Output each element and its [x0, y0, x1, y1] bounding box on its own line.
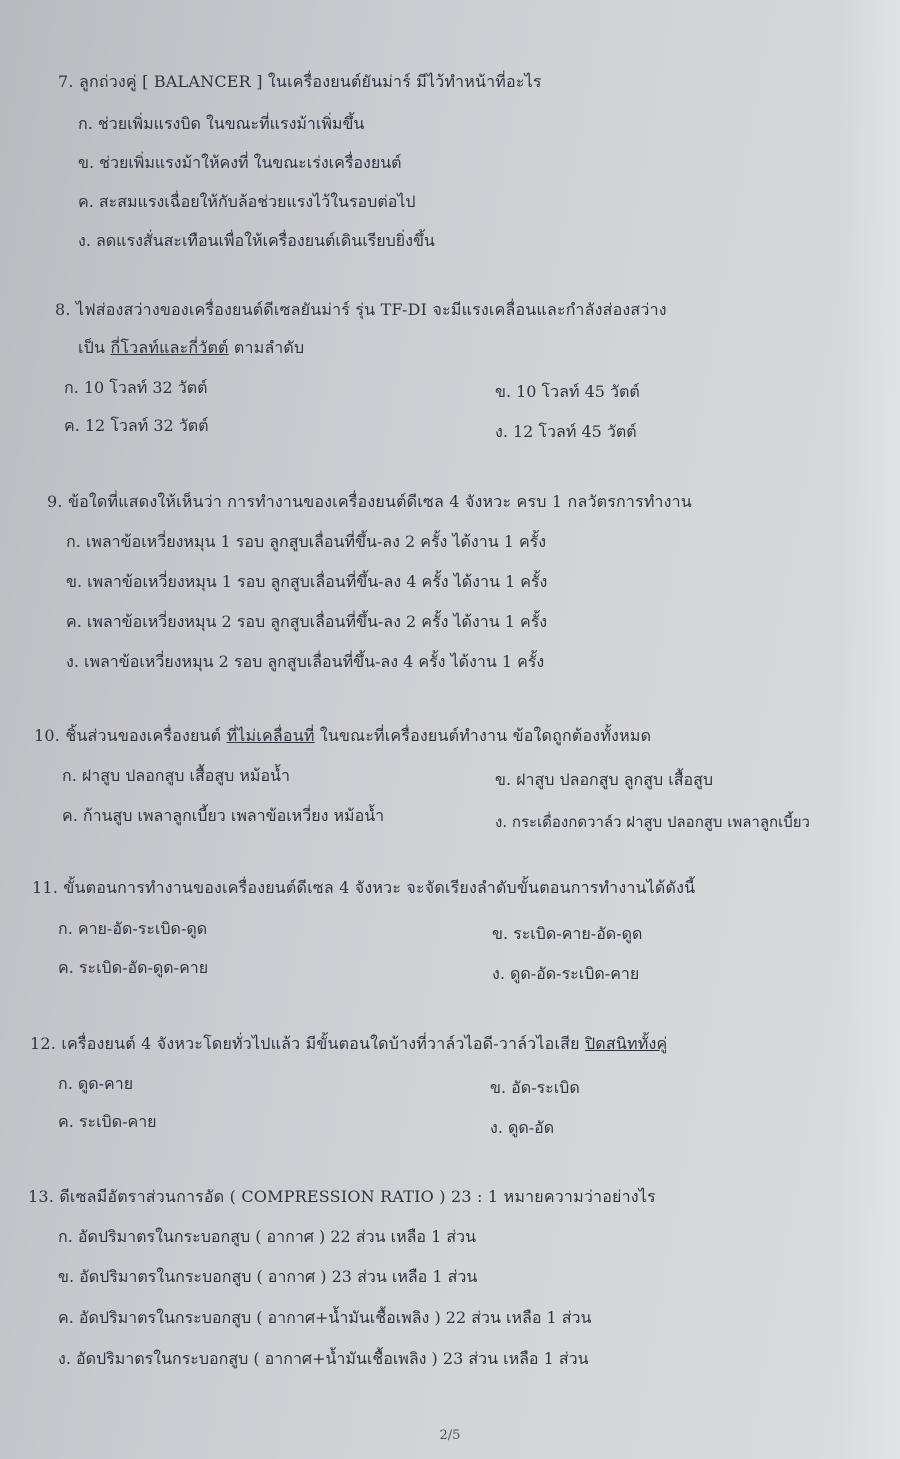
option-a: ก. ฝาสูบ ปลอกสูบ เสื้อสูบ หม้อน้ำ [62, 766, 290, 785]
page-edge-shadow [840, 0, 900, 1459]
option-a: ก. อัดปริมาตรในกระบอกสูบ ( อากาศ ) 22 ส่วน เหลือ 1 ส่วน [58, 1227, 477, 1246]
option-d: ง. เพลาข้อเหวี่ยงหมุน 2 รอบ ลูกสูบเลื่อนที่ขึ้น-ลง 4 ครั้ง ได้งาน 1 ครั้ง [66, 652, 545, 671]
question-stem: 8. ไฟส่องสว่างของเครื่องยนต์ดีเซลยันม่าร์ รุ่น TF-DI จะมีแรงเคลื่อนและกำลังส่องสว่าง [55, 300, 667, 319]
option-a: ก. ดูด-คาย [58, 1074, 134, 1093]
option-d: ง. ลดแรงสั่นสะเทือนเพื่อให้เครื่องยนต์เดินเรียบยิ่งขึ้น [78, 231, 435, 250]
question-stem [30, 1032, 667, 1057]
option-d: ง. กระเดื่องกดวาล์ว ฝาสูบ ปลอกสูบ เพลาลูกเบี้ยว [495, 813, 810, 831]
option-d: ง. 12 โวลท์ 45 วัตต์ [495, 422, 637, 441]
option-a: ก. 10 โวลท์ 32 วัตต์ [64, 378, 208, 397]
option-b: ข. เพลาข้อเหวี่ยงหมุน 1 รอบ ลูกสูบเลื่อนที่ขึ้น-ลง 4 ครั้ง ได้งาน 1 ครั้ง [66, 572, 548, 591]
stem-text: 10. ชิ้นส่วนของเครื่องยนต์ [34, 726, 227, 745]
option-a: ก. เพลาข้อเหวี่ยงหมุน 1 รอบ ลูกสูบเลื่อนที่ขึ้น-ลง 2 ครั้ง ได้งาน 1 ครั้ง [66, 532, 547, 551]
stem-underlined-text: ที่ไม่เคลื่อนที่ [226, 726, 315, 745]
option-c: ค. อัดปริมาตรในกระบอกสูบ ( อากาศ+น้ำมันเชื้อเพลิง ) 22 ส่วน เหลือ 1 ส่วน [58, 1308, 592, 1327]
option-a: ก. ช่วยเพิ่มแรงบิด ในขณะที่แรงม้าเพิ่มขึ้น [78, 114, 365, 133]
stem-text: ตามลำดับ [228, 338, 305, 357]
stem-text: เป็น [78, 338, 111, 357]
option-b: ข. 10 โวลท์ 45 วัตต์ [495, 382, 640, 401]
option-d: ง. อัดปริมาตรในกระบอกสูบ ( อากาศ+น้ำมันเชื้อเพลิง ) 23 ส่วน เหลือ 1 ส่วน [58, 1349, 589, 1368]
option-c: ค. 12 โวลท์ 32 วัตต์ [64, 416, 209, 435]
question-stem: 13. ดีเซลมีอัตราส่วนการอัด ( COMPRESSION RATIO ) 23 : 1 หมายความว่าอย่างไร [28, 1187, 656, 1206]
option-c: ค. ระเบิด-คาย [58, 1112, 157, 1131]
stem-text: ในขณะที่เครื่องยนต์ทำงาน ข้อใดถูกต้องทั้งหมด [314, 726, 652, 745]
stem-underlined-text: ปิดสนิททั้งคู่ [584, 1034, 668, 1053]
page-number: 2/5 [439, 1428, 461, 1443]
question-stem: 9. ข้อใดที่แสดงให้เห็นว่า การทำงานของเครื่องยนต์ดีเซล 4 จังหวะ ครบ 1 กลวัตรการทำงาน [47, 492, 692, 511]
option-c: ค. ระเบิด-อัด-ดูด-คาย [58, 958, 209, 977]
question-stem-line-2 [78, 336, 304, 361]
question-stem [34, 724, 651, 749]
option-a: ก. คาย-อัด-ระเบิด-ดูด [58, 919, 208, 938]
option-b: ข. ฝาสูบ ปลอกสูบ ลูกสูบ เสื้อสูบ [495, 770, 714, 789]
stem-underlined-text: กี่โวลท์และกี่วัตต์ [110, 338, 229, 357]
option-b: ข. อัด-ระเบิด [490, 1078, 580, 1097]
option-b: ข. ช่วยเพิ่มแรงม้าให้คงที่ ในขณะเร่งเครื่องยนต์ [78, 153, 402, 172]
question-stem: 11. ขั้นตอนการทำงานของเครื่องยนต์ดีเซล 4 จังหวะ จะจัดเรียงลำดับขั้นตอนการทำงานได้ดังนี้ [32, 878, 696, 897]
option-d: ง. ดูด-อัด [490, 1118, 555, 1137]
option-c: ค. สะสมแรงเฉื่อยให้กับล้อช่วยแรงไว้ในรอบต่อไป [78, 192, 416, 211]
option-b: ข. ระเบิด-คาย-อัด-ดูด [492, 924, 643, 943]
stem-text: 12. เครื่องยนต์ 4 จังหวะโดยทั่วไปแล้ว มีขั้นตอนใดบ้างที่วาล์วไอดี-วาล์วไอเสีย [30, 1034, 585, 1053]
option-d: ง. ดูด-อัด-ระเบิด-คาย [492, 964, 640, 983]
option-b: ข. อัดปริมาตรในกระบอกสูบ ( อากาศ ) 23 ส่วน เหลือ 1 ส่วน [58, 1267, 478, 1286]
option-c: ค. ก้านสูบ เพลาลูกเบี้ยว เพลาข้อเหวี่ยง หม้อน้ำ [62, 806, 385, 825]
option-c: ค. เพลาข้อเหวี่ยงหมุน 2 รอบ ลูกสูบเลื่อนที่ขึ้น-ลง 2 ครั้ง ได้งาน 1 ครั้ง [66, 612, 548, 631]
question-stem: 7. ลูกถ่วงคู่ [ BALANCER ] ในเครื่องยนต์ยันม่าร์ มีไว้ทำหน้าที่อะไร [58, 72, 542, 91]
